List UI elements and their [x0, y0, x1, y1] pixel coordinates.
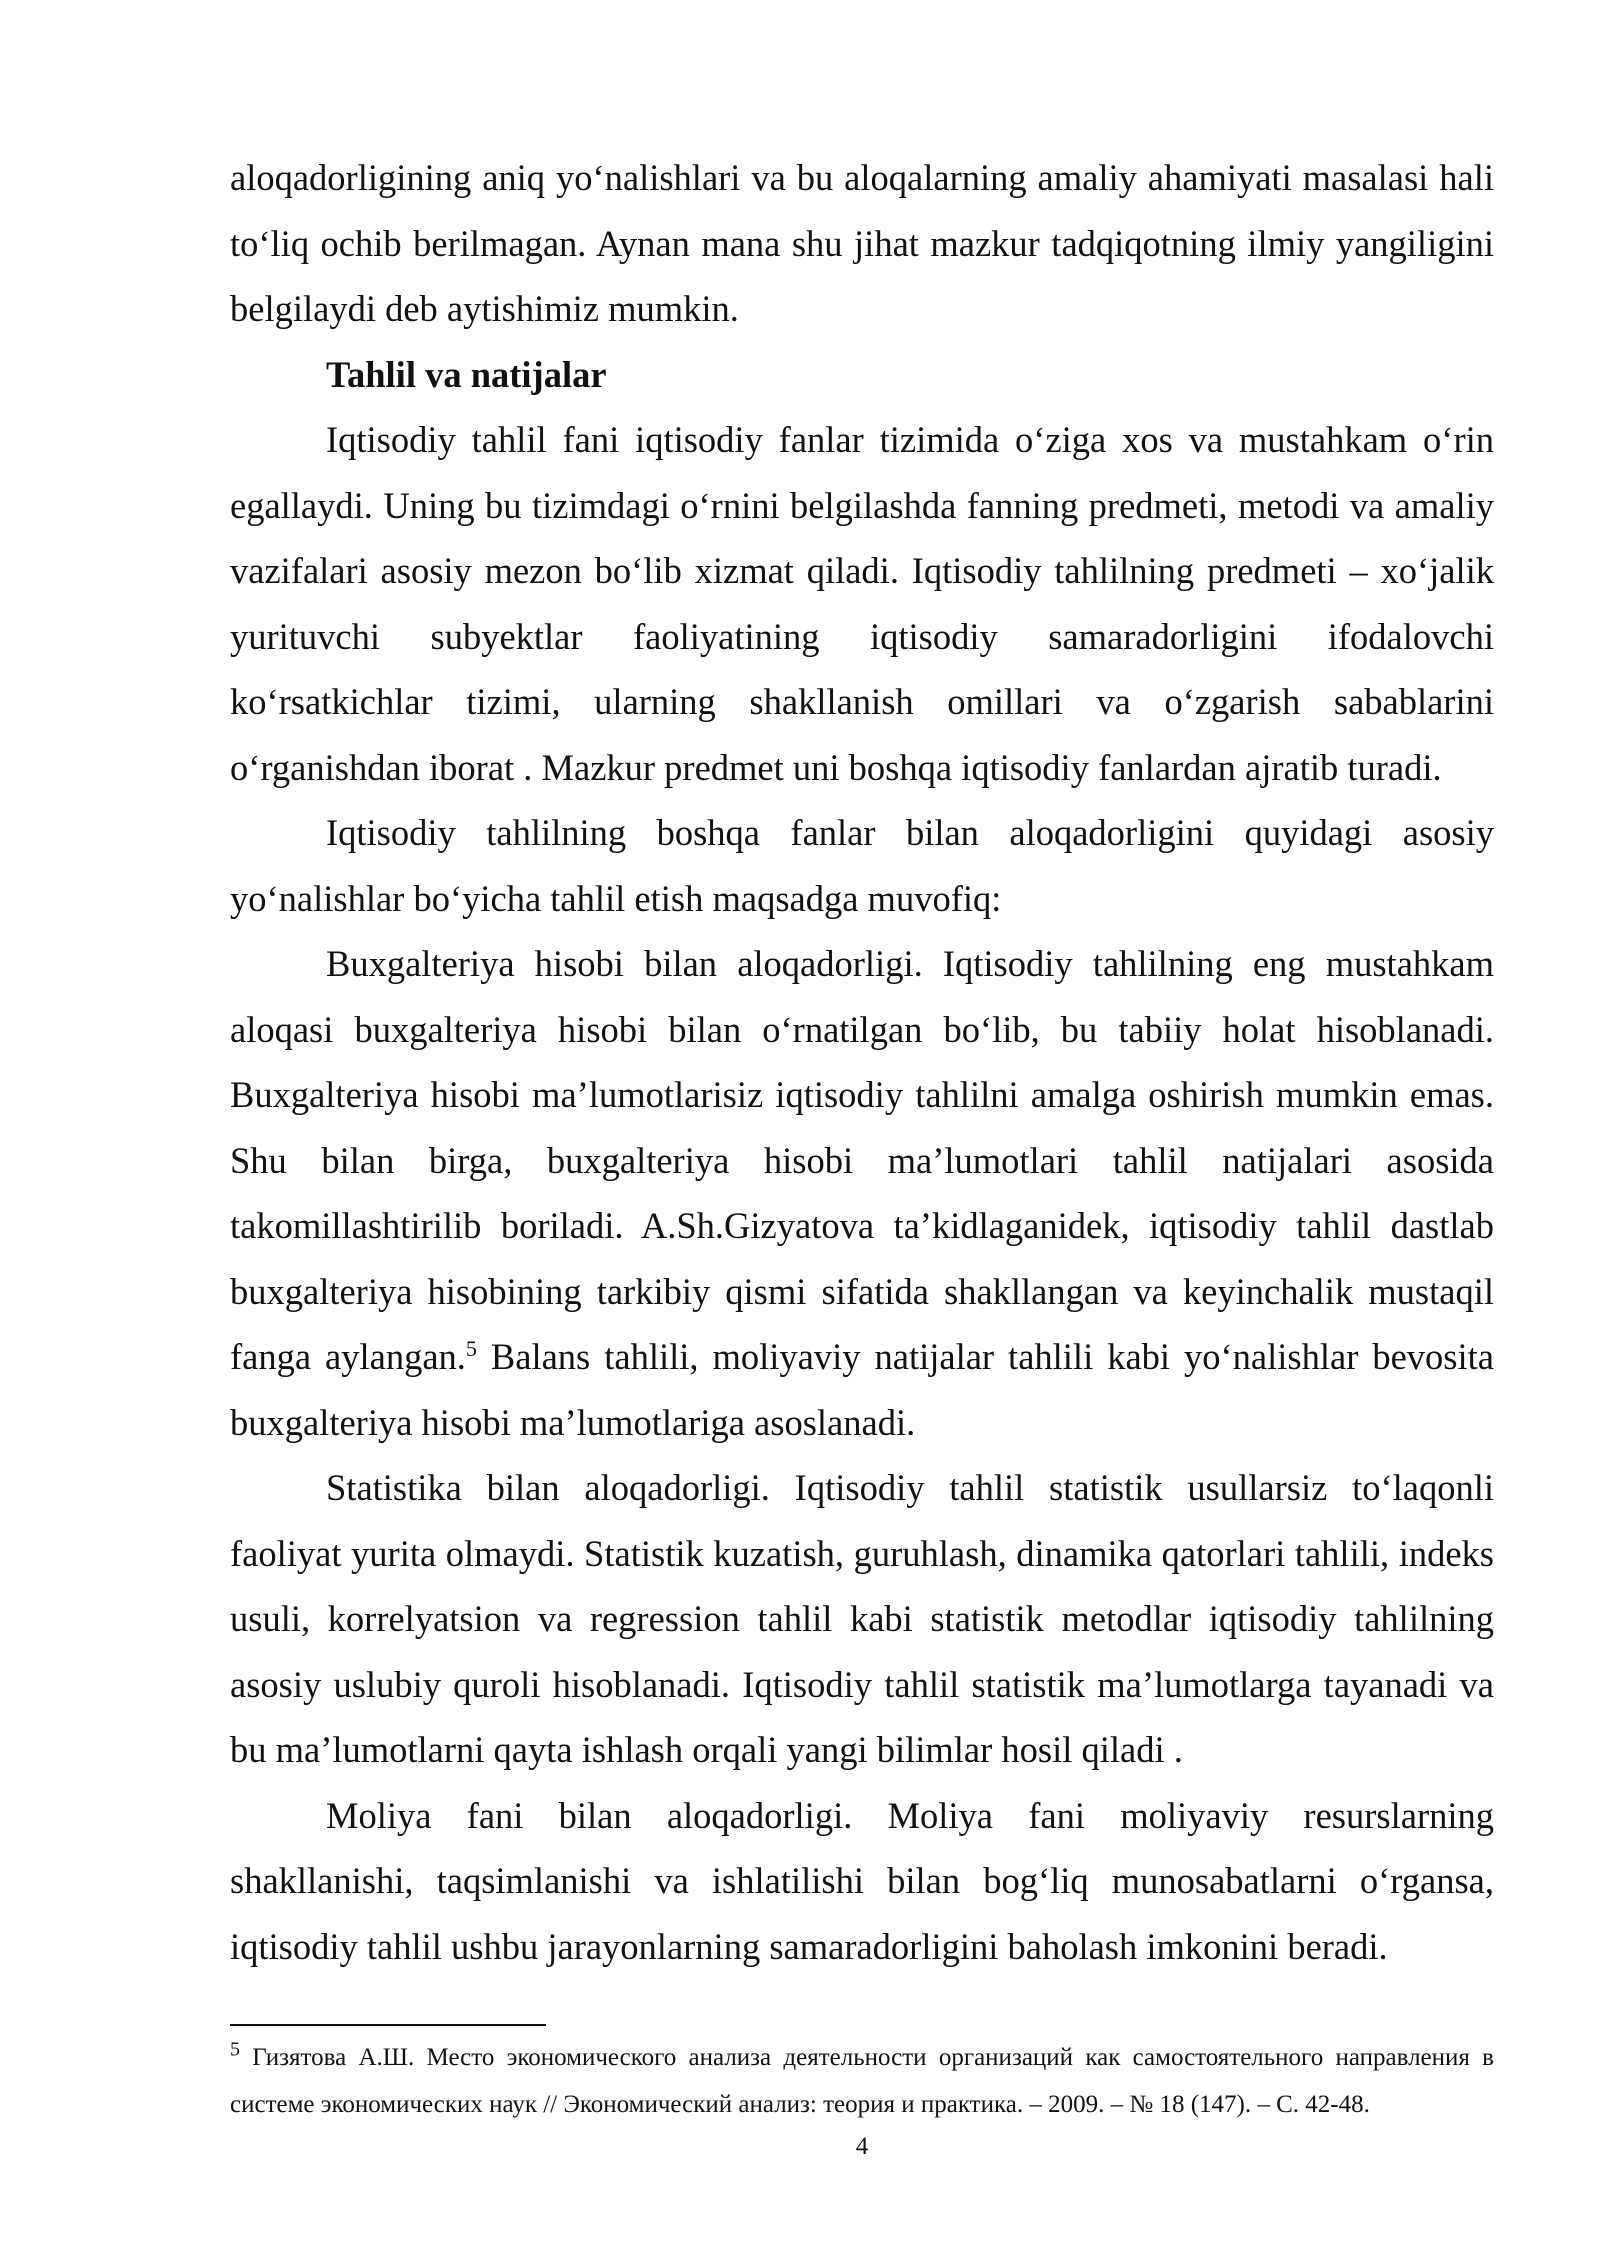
footnote-separator — [230, 2024, 546, 2026]
footnote-reference[interactable]: 5 — [465, 1335, 477, 1361]
paragraph-intro-continuation: aloqadorligining aniq yo‘nalishlari va bu aloqalarning amaliy ahamiyati masalasi hali to‘liq ochib berilmagan. Aynan mana shu jihat mazkur tadqiqotning ilmiy yangiligini belgilaydi deb aytishimiz mumkin. — [230, 157, 1494, 329]
page-number: 4 — [855, 2133, 869, 2160]
paragraph-subject: Iqtisodiy tahlil fani iqtisodiy fanlar tizimida o‘ziga xos va mustahkam o‘rin egallaydi. Uning bu tizimdagi o‘rnini belgilashda fanning predmeti, metodi va amaliy vazifalari asosiy mezon bo‘lib xizmat qiladi. Iqtisodiy tahlilning predmeti – xo‘jalik yurituvchi subyektlar faoliyatining iqtisodiy samaradorligini ifodalovchi ko‘rsatkichlar tizimi, ularning shakllanish omillari va o‘zgarish sabablarini o‘rganishdan iborat . Mazkur predmet uni boshqa iqtisodiy fanlardan ajratib turadi. — [230, 419, 1494, 788]
paragraph-accounting-text-end: Balans tahlili, moliyaviy natijalar tahlili kabi yo‘nalishlar bevosita buxgalteriya hisobi ma’lumotlariga asoslanadi. — [230, 1336, 1494, 1443]
paragraph-statistics: Statistika bilan aloqadorligi. Iqtisodiy tahlil statistik usullarsiz to‘laqonli faoliyat yurita olmaydi. Statistik kuzatish, guruhlash, dinamika qatorlari tahlili, indeks usuli, korrelyatsion va regression tahlil kabi statistik metodlar iqtisodiy tahlilning asosiy uslubiy quroli hisoblanadi. Iqtisodiy tahlil statistik ma’lumotlarga tayanadi va bu ma’lumotlarni qayta ishlash orqali yangi bilimlar hosil qiladi . — [230, 1467, 1494, 1770]
paragraph-accounting-text: Buxgalteriya hisobi bilan aloqadorligi. Iqtisodiy tahlilning eng mustahkam aloqasi buxgalteriya hisobi bilan o‘rnatilgan bo‘lib, bu tabiiy holat hisoblanadi. Buxgalteriya hisobi ma’lumotlarisiz iqtisodiy tahlilni amalga oshirish mumkin emas. Shu bilan birga, buxgalteriya hisobi ma’lumotlari tahlil natijalari asosida takomillashtirilib boriladi. A.Sh.Gizyatova ta’kidlaganidek, iqtisodiy tahlil dastlab buxgalteriya hisobining tarkibiy qismi sifatida shakllangan va keyinchalik mustaqil fanga aylangan. — [230, 943, 1494, 1377]
paragraph-accounting — [230, 931, 1494, 1455]
document-body — [230, 145, 1494, 1979]
footnote — [230, 2034, 1494, 2128]
paragraph-finance: Moliya fani bilan aloqadorligi. Moliya fani moliyaviy resurslarning shakllanishi, taqsimlanishi va ishlatilishi bilan bog‘liq munosabatlarni o‘rgansa, iqtisodiy tahlil ushbu jarayonlarning samaradorligini baholash imkonini beradi. — [230, 1794, 1494, 1967]
footnote-number: 5 — [230, 2038, 240, 2061]
footnote-text: Гизятова А.Ш. Место экономического анализа деятельности организаций как самостоятельного направления в системе экономических наук // Экономический анализ: теория и практика. – 2009. – № 18 (147). – С. 42-48. — [230, 2044, 1494, 2118]
section-heading: Tahlil va natijalar — [326, 353, 607, 395]
paragraph-directions: Iqtisodiy tahlilning boshqa fanlar bilan aloqadorligini quyidagi asosiy yo‘nalishlar bo‘yicha tahlil etish maqsadga muvofiq: — [230, 812, 1494, 919]
